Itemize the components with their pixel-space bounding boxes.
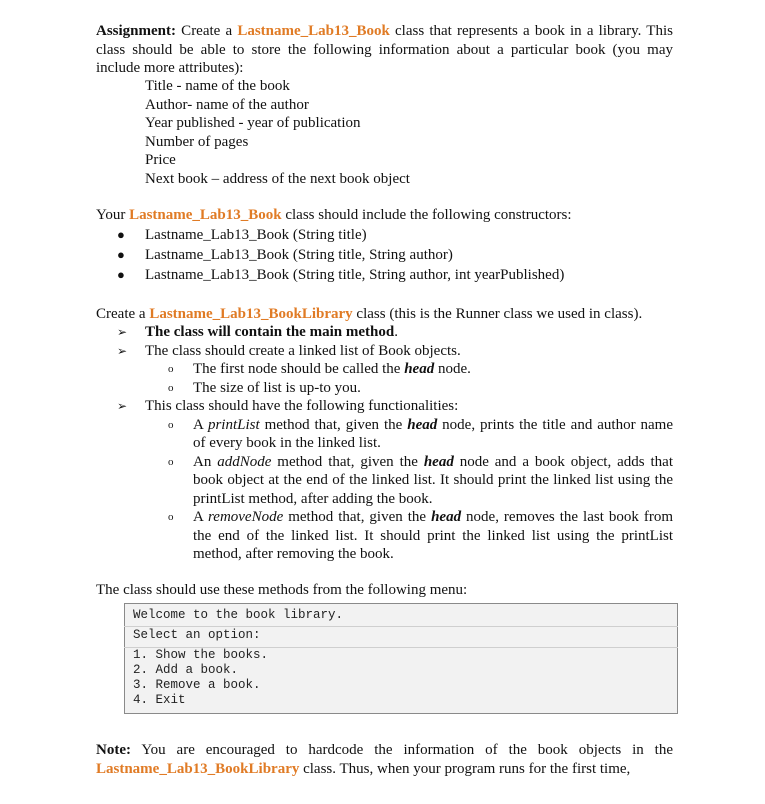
code-divider [124,647,678,648]
linked-list-text: The class should create a linked list of Book objects. [145,342,461,359]
sub-item-size [117,379,677,398]
code-divider [124,626,678,627]
library-paragraph [96,305,673,324]
head-keyword: head [423,453,454,470]
print-list-method-name: printList [207,416,260,433]
add-text-1: An [193,453,218,470]
library-text-2: class (this is the Runner class we used in class). [352,306,643,322]
functionalities-text: This class should have the following functionalities: [145,398,459,414]
constructor-text: Lastname_Lab13_Book (String title) [145,227,367,243]
print-text-1: A [193,416,208,433]
print-text-2: method that, given the [259,416,408,433]
assignment-text-2: class that represents a book in a library. This class should be able to store the following information about a particular book (you may include more attributes): [96,23,673,76]
arrow-bullet-icon: ➢ [117,343,128,358]
add-node-method-name: addNode [217,453,272,470]
print-text-3: node, prints the title and author name of every book in the linked list. [193,416,673,451]
bullet-icon: ● [117,247,125,262]
assignment-text-1: Create a [176,23,238,39]
sub-item-add-node [117,453,677,509]
remove-text-1: A [193,509,208,525]
bullet-icon: ● [117,267,125,282]
circle-bullet-icon: o [168,511,174,523]
menu-option-remove: 3. Remove a book. [133,678,261,692]
arrow-bullet-icon: ➢ [117,399,128,413]
sub-item-first-node [117,360,677,379]
head-keyword: head [407,416,438,433]
menu-welcome-line: Welcome to the book library. [133,608,344,622]
constructor-text: Lastname_Lab13_Book (String title, String author, int yearPublished) [145,267,565,283]
library-text-1: Create a [96,306,150,322]
attribute-year: Year published - year of publication [145,115,361,131]
constructor-list [117,226,564,286]
book-class-name: Lastname_Lab13_Book [237,23,390,39]
library-requirements [117,323,677,564]
first-node-text-1: The first node should be called the [193,361,405,377]
circle-bullet-icon: o [168,455,174,468]
first-node-text-2: node. [434,361,471,377]
attribute-price: Price [145,152,176,168]
assignment-label: Assignment: [96,23,177,39]
sub-item-remove-node [117,508,677,564]
add-text-3: node and a book object, adds that book object at the end of the linked list. It should print the linked list using the printList method, after adding the book. [193,453,673,507]
head-keyword: head [404,361,435,377]
arrow-bullet-icon: ➢ [117,325,128,339]
head-keyword: head [431,509,462,525]
note-paragraph [96,741,673,778]
requirement-functionalities [117,397,677,416]
main-method-period: . [394,324,398,340]
attribute-pages: Number of pages [145,133,249,150]
circle-bullet-icon: o [168,381,174,394]
constructors-text-2: class should include the following constructors: [281,207,572,223]
menu-select-line: Select an option: [133,628,261,642]
requirement-linked-list [117,342,677,361]
menu-code-box [124,603,678,714]
constructor-item [117,266,564,286]
assignment-paragraph [96,22,673,78]
library-class-name: Lastname_Lab13_BookLibrary [149,306,353,322]
constructor-text: Lastname_Lab13_Book (String title, String author) [145,247,453,263]
constructors-class-name: Lastname_Lab13_Book [129,207,282,223]
note-text-1: You are encouraged to hardcode the information of the book objects in the [130,742,673,758]
attribute-author: Author- name of the author [145,96,309,113]
note-class-name: Lastname_Lab13_BookLibrary [96,760,300,777]
constructor-item [117,246,564,266]
remove-text-2: method that, given the [283,509,432,525]
note-text-2: class. Thus, when your program runs for the first time, [299,760,631,777]
constructors-text-1: Your [96,207,130,223]
attribute-list [145,77,410,188]
attribute-title: Title - name of the book [145,78,290,94]
bullet-icon: ● [117,227,125,242]
constructor-item [117,226,564,246]
requirement-main-method [117,323,677,342]
menu-option-show: 1. Show the books. [133,648,269,662]
menu-option-exit: 4. Exit [133,693,186,707]
remove-text-3: node, removes the last book from the end of the linked list. It should print the linked list using the printList method, after removing the book. [193,509,673,562]
circle-bullet-icon: o [168,418,174,431]
remove-node-method-name: removeNode [208,509,284,525]
attribute-next-book: Next book – address of the next book object [145,170,410,187]
sub-item-print-list [117,416,677,453]
menu-intro: The class should use these methods from the following menu: [96,582,468,598]
menu-option-add: 2. Add a book. [133,663,239,677]
main-method-text: The class will contain the main method [145,324,395,340]
circle-bullet-icon: o [168,363,174,375]
note-label: Note: [96,742,131,758]
constructors-paragraph [96,206,673,225]
add-text-2: method that, given the [271,453,424,470]
size-text: The size of list is up-to you. [193,379,361,396]
